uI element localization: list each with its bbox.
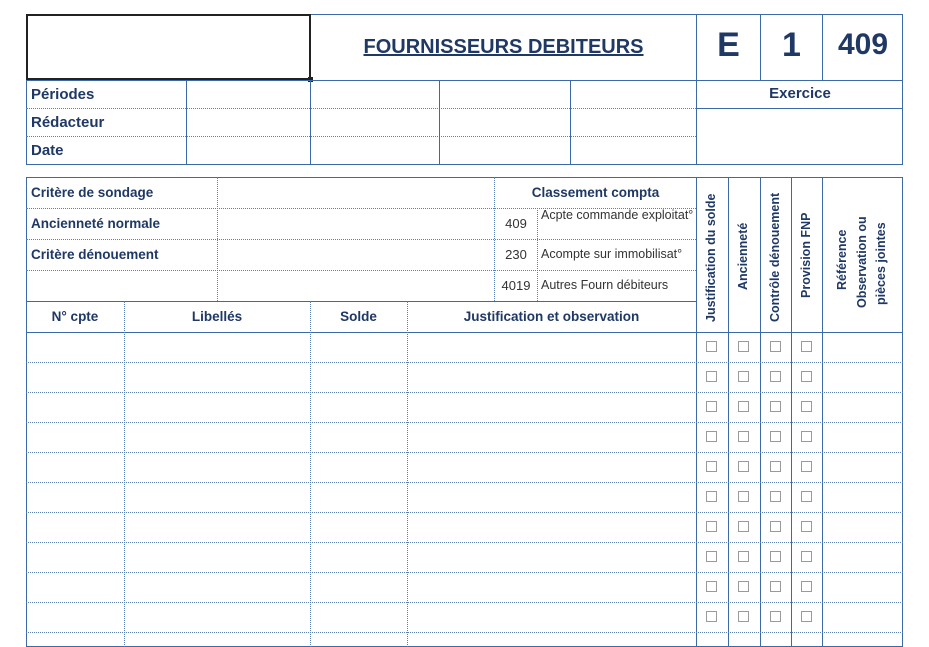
- col-vline-6: [760, 177, 761, 647]
- col-controle: Contrôle dénouement: [768, 192, 782, 322]
- page-title: FOURNISSEURS DEBITEURS: [363, 36, 644, 58]
- row-checkbox[interactable]: [801, 341, 812, 352]
- crit-line-3: [26, 270, 696, 271]
- crit-vline-3: [537, 208, 538, 301]
- row-checkbox[interactable]: [706, 611, 717, 622]
- table-row-line: [26, 422, 903, 423]
- info-vline-2: [310, 80, 311, 165]
- col-vline-1: [124, 301, 125, 647]
- col-vline-3: [407, 301, 408, 647]
- code-letter: E: [717, 26, 740, 64]
- row-checkbox[interactable]: [770, 611, 781, 622]
- col-solde: Solde: [340, 309, 377, 324]
- table-row-line: [26, 542, 903, 543]
- exercice-label: Exercice: [769, 85, 831, 102]
- info-vline-1: [186, 80, 187, 165]
- code-number: 1: [782, 26, 801, 64]
- col-vline-8: [822, 177, 823, 647]
- row-checkbox[interactable]: [706, 341, 717, 352]
- crit-vline-1: [217, 177, 218, 301]
- row-checkbox[interactable]: [770, 341, 781, 352]
- columns-header-bottom: [26, 332, 903, 333]
- anciennete-label: Ancienneté normale: [31, 216, 161, 231]
- header-divider: [26, 80, 903, 81]
- row-checkbox[interactable]: [706, 521, 717, 532]
- account-code: 230: [505, 247, 527, 262]
- row-checkbox[interactable]: [738, 431, 749, 442]
- table-row-line: [26, 452, 903, 453]
- info-vline-3: [439, 80, 440, 165]
- row-checkbox[interactable]: [738, 581, 749, 592]
- row-checkbox[interactable]: [801, 431, 812, 442]
- row-checkbox[interactable]: [706, 491, 717, 502]
- periodes-label: Périodes: [31, 86, 95, 103]
- row-checkbox[interactable]: [738, 491, 749, 502]
- col-justification: Justification et observation: [463, 309, 640, 324]
- col-provision: Provision FNP: [799, 212, 813, 298]
- col-vline-5: [728, 177, 729, 647]
- table-row-line: [26, 392, 903, 393]
- col-pieces: pièces jointes: [874, 222, 888, 305]
- row-checkbox[interactable]: [770, 491, 781, 502]
- row-checkbox[interactable]: [738, 611, 749, 622]
- table-row-line: [26, 632, 903, 633]
- col-anciennete: Ancienneté: [736, 222, 750, 290]
- row-checkbox[interactable]: [706, 401, 717, 412]
- redacteur-label: Rédacteur: [31, 114, 105, 131]
- row-checkbox[interactable]: [770, 521, 781, 532]
- row-checkbox[interactable]: [801, 371, 812, 382]
- row-checkbox[interactable]: [738, 461, 749, 472]
- row-checkbox[interactable]: [706, 551, 717, 562]
- row-checkbox[interactable]: [801, 491, 812, 502]
- row-checkbox[interactable]: [706, 371, 717, 382]
- col-vline-4: [696, 177, 697, 647]
- row-checkbox[interactable]: [770, 431, 781, 442]
- row-checkbox[interactable]: [770, 401, 781, 412]
- row-checkbox[interactable]: [770, 371, 781, 382]
- info-vline-4: [570, 80, 571, 165]
- col-libelles: Libellés: [191, 309, 243, 324]
- row-checkbox[interactable]: [801, 611, 812, 622]
- account-label: Autres Fourn débiteurs: [541, 278, 669, 292]
- exercice-divider: [696, 108, 903, 109]
- account-label: Acpte commande exploitat°: [541, 208, 694, 222]
- crit-line-2: [26, 239, 696, 240]
- col-reference: Référence: [835, 229, 849, 290]
- row-checkbox[interactable]: [801, 461, 812, 472]
- table-row-line: [26, 572, 903, 573]
- row-checkbox[interactable]: [801, 401, 812, 412]
- table-row-line: [26, 512, 903, 513]
- critere-sondage-label: Critère de sondage: [31, 185, 154, 200]
- col-observation: Observation ou: [855, 216, 869, 308]
- classement-label: Classement compta: [531, 185, 660, 200]
- critere-denouement-label: Critère dénouement: [31, 247, 159, 262]
- selected-cell[interactable]: [26, 14, 311, 80]
- row-checkbox[interactable]: [801, 551, 812, 562]
- row-checkbox[interactable]: [770, 581, 781, 592]
- col-ncpte: N° cpte: [51, 309, 99, 324]
- row-checkbox[interactable]: [770, 461, 781, 472]
- row-line-2: [26, 136, 696, 137]
- row-checkbox[interactable]: [738, 551, 749, 562]
- account-code: 4019: [501, 278, 531, 293]
- date-label: Date: [31, 142, 64, 159]
- account-code: 409: [505, 216, 527, 231]
- col-justif-solde: Justification du solde: [704, 193, 718, 322]
- row-checkbox[interactable]: [801, 581, 812, 592]
- table-row-line: [26, 362, 903, 363]
- row-checkbox[interactable]: [706, 461, 717, 472]
- row-checkbox[interactable]: [738, 341, 749, 352]
- row-checkbox[interactable]: [738, 371, 749, 382]
- table-row-line: [26, 602, 903, 603]
- row-checkbox[interactable]: [738, 401, 749, 412]
- row-checkbox[interactable]: [770, 551, 781, 562]
- row-checkbox[interactable]: [706, 431, 717, 442]
- code-account: 409: [837, 28, 889, 61]
- row-checkbox[interactable]: [738, 521, 749, 532]
- row-checkbox[interactable]: [801, 521, 812, 532]
- columns-header-top: [26, 301, 696, 302]
- table-row-line: [26, 482, 903, 483]
- col-vline-7: [791, 177, 792, 647]
- row-line-1: [26, 108, 696, 109]
- row-checkbox[interactable]: [706, 581, 717, 592]
- col-vline-2: [310, 301, 311, 647]
- account-label: Acompte sur immobilisat°: [541, 247, 683, 261]
